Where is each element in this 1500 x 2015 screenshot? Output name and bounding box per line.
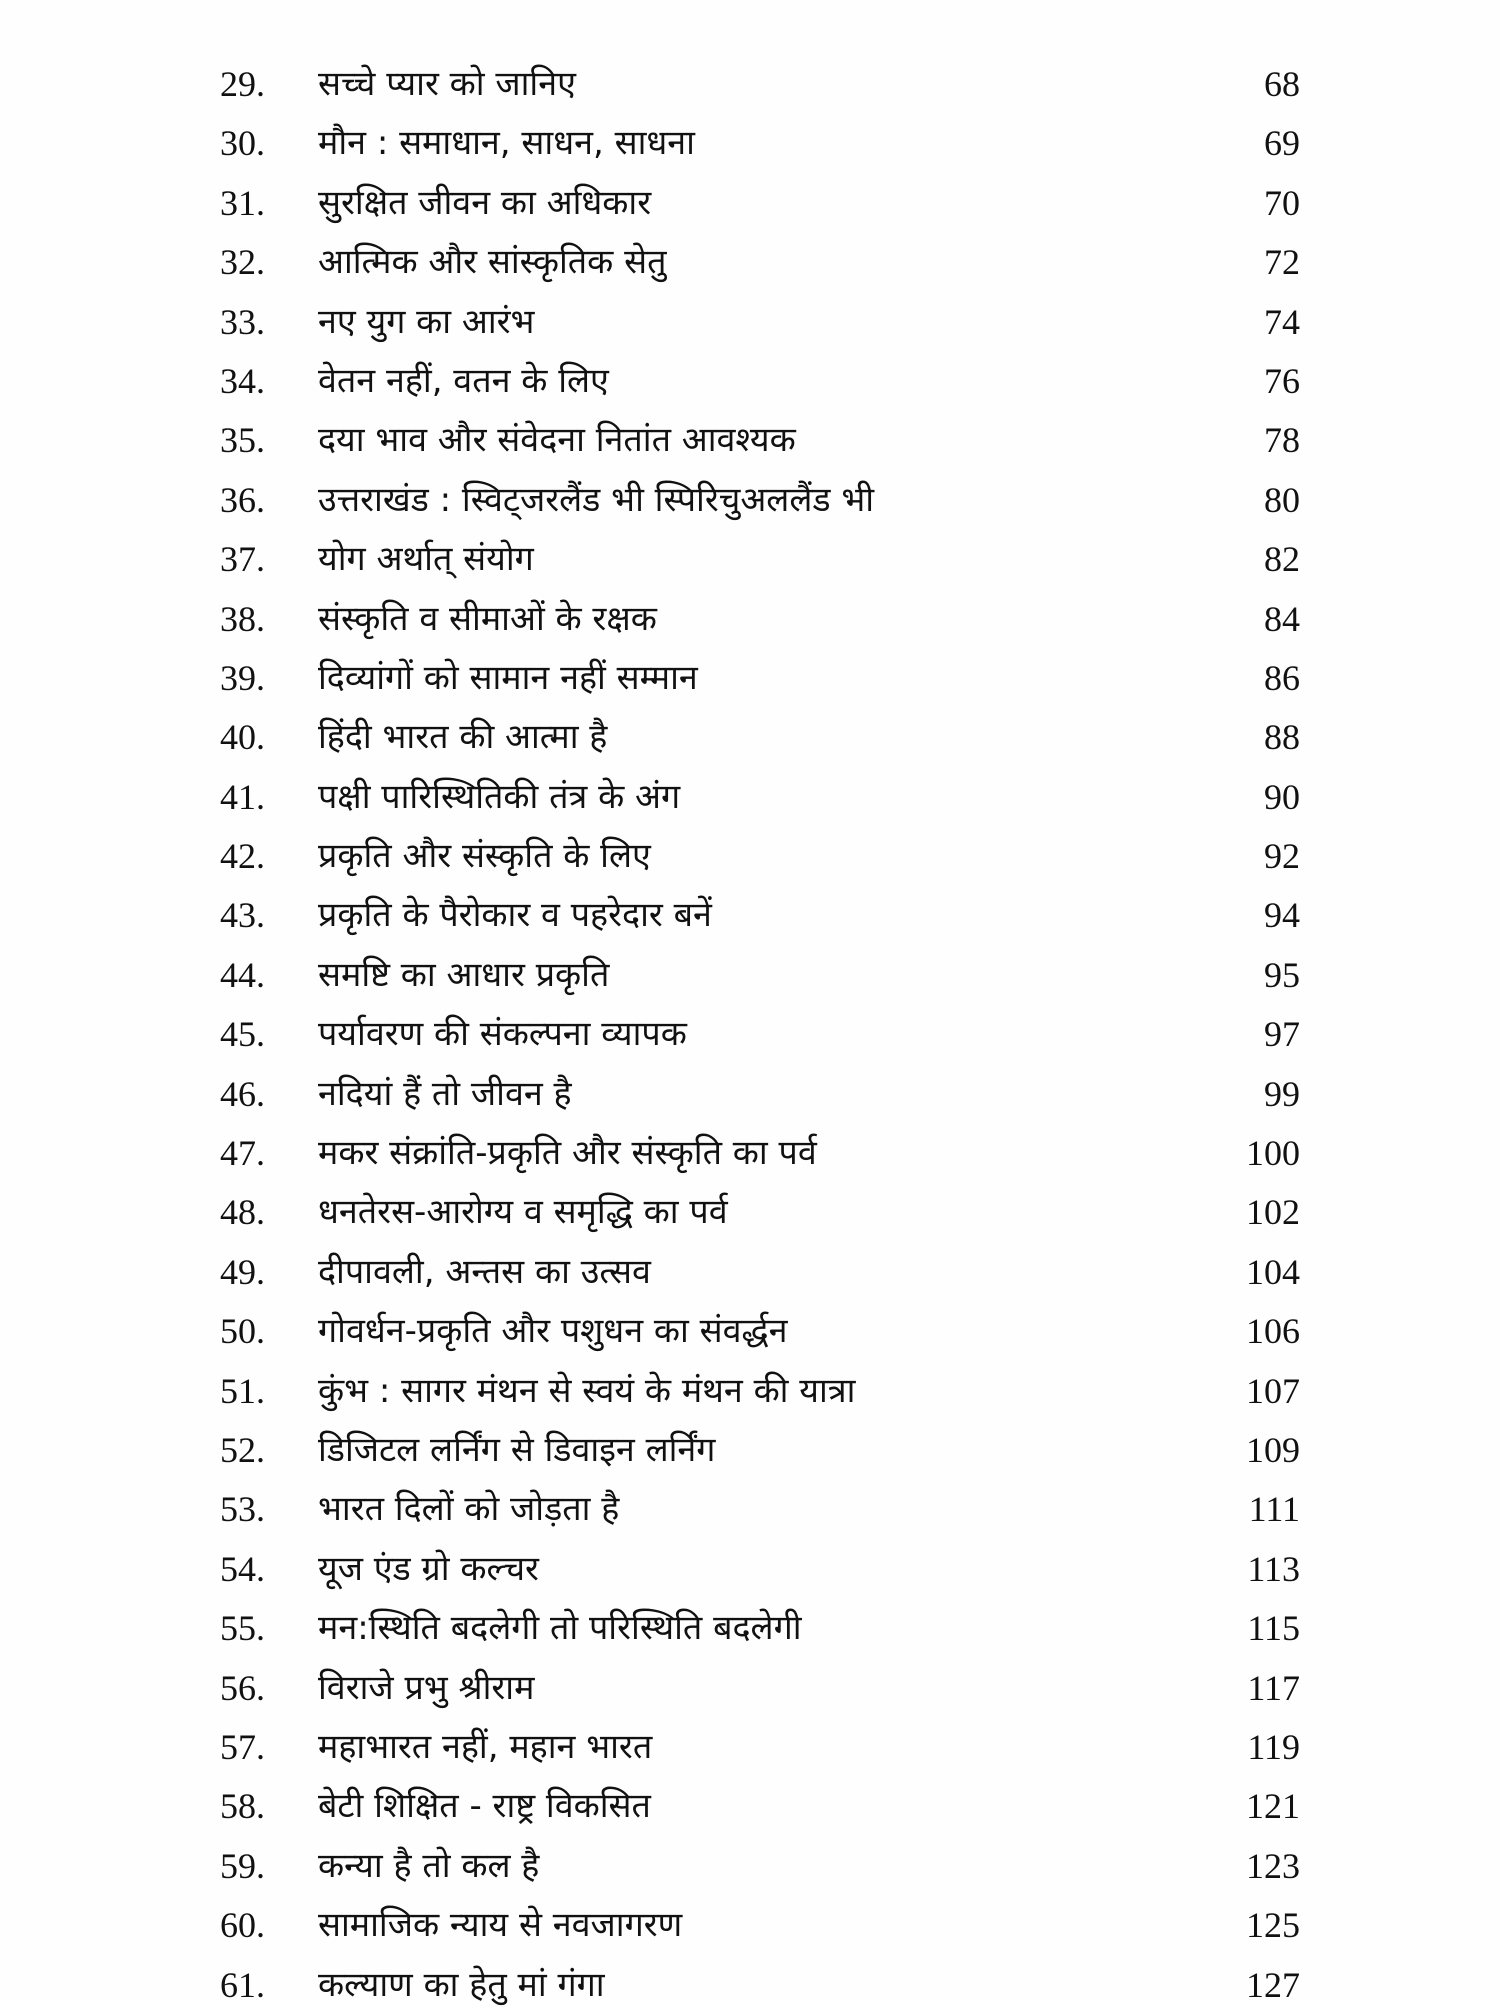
- toc-entry: [0, 1659, 1500, 1718]
- toc-entry-number: 53.: [220, 1489, 265, 1530]
- toc-entry-page-number: 76: [1264, 360, 1300, 401]
- toc-entry-number: 40.: [220, 717, 265, 758]
- toc-entry-page-number: 86: [1264, 657, 1300, 698]
- toc-entry-page-number: 69: [1264, 123, 1300, 164]
- toc-entry: [0, 1837, 1500, 1896]
- toc-entry-number: 61.: [220, 1964, 265, 2005]
- toc-entry: [0, 55, 1500, 114]
- toc-entry: [0, 352, 1500, 411]
- toc-entry-page-number: 70: [1264, 182, 1300, 223]
- toc-entry: [0, 649, 1500, 708]
- toc-entry-number: 29.: [220, 64, 265, 104]
- toc-entry: [0, 1362, 1500, 1421]
- toc-entry: [0, 293, 1500, 352]
- toc-entry: [0, 886, 1500, 945]
- toc-entry-page-number: 115: [1247, 1608, 1300, 1649]
- toc-entry: [0, 1956, 1500, 2015]
- toc-entry-page-number: 107: [1246, 1370, 1300, 1411]
- toc-entry-number: 38.: [220, 598, 265, 639]
- toc-entry-number: 34.: [220, 360, 265, 401]
- toc-entry-number: 50.: [220, 1311, 265, 1352]
- toc-entry-number: 44.: [220, 954, 265, 995]
- toc-entry-number: 46.: [220, 1073, 265, 1114]
- toc-entry-page-number: 78: [1264, 420, 1300, 461]
- toc-entry-number: 36.: [220, 479, 265, 520]
- toc-entry-number: 54.: [220, 1548, 265, 1589]
- toc-entry-page-number: 74: [1264, 301, 1300, 342]
- toc-entry: [0, 1183, 1500, 1242]
- toc-entry: [0, 827, 1500, 886]
- toc-entry-number: 48.: [220, 1192, 265, 1233]
- toc-entry-title: दीपावली, अन्तस का उत्सव: [318, 1251, 651, 1292]
- toc-entry-title: सुरक्षित जीवन का अधिकार: [318, 182, 652, 223]
- toc-entry: [0, 1540, 1500, 1599]
- toc-entry: [0, 1243, 1500, 1302]
- toc-entry: [0, 1480, 1500, 1539]
- toc-entry-number: 30.: [220, 123, 265, 164]
- toc-entry-page-number: 88: [1264, 717, 1300, 758]
- toc-entry-title: महाभारत नहीं, महान भारत: [318, 1726, 653, 1767]
- toc-entry: [0, 1005, 1500, 1064]
- toc-entry-number: 56.: [220, 1667, 265, 1708]
- toc-entry-number: 52.: [220, 1429, 265, 1470]
- toc-entry-page-number: 102: [1246, 1192, 1300, 1233]
- toc-entry-page-number: 72: [1264, 242, 1300, 283]
- toc-entry-title: बेटी शिक्षित - राष्ट्र विकसित: [318, 1786, 651, 1827]
- toc-entry-title: कुंभ : सागर मंथन से स्वयं के मंथन की यात्रा: [318, 1370, 856, 1411]
- toc-entry-page-number: 100: [1246, 1133, 1300, 1174]
- toc-entry-title: डिजिटल लर्निंग से डिवाइन लर्निंग: [318, 1429, 716, 1470]
- toc-entry: [0, 114, 1500, 173]
- toc-entry: [0, 233, 1500, 292]
- toc-entry: [0, 411, 1500, 470]
- toc-entry: [0, 1421, 1500, 1480]
- toc-entry: [0, 1302, 1500, 1361]
- toc-entry-title: पर्यावरण की संकल्पना व्यापक: [318, 1014, 687, 1055]
- toc-entry-page-number: 104: [1246, 1251, 1300, 1292]
- toc-entry-title: कल्याण का हेतु मां गंगा: [318, 1964, 605, 2005]
- toc-entry-page-number: 92: [1264, 836, 1300, 877]
- toc-entry-number: 33.: [220, 301, 265, 342]
- toc-entry-page-number: 95: [1264, 954, 1300, 995]
- toc-entry-number: 39.: [220, 657, 265, 698]
- toc-entry-title: नदियां हैं तो जीवन है: [318, 1073, 572, 1114]
- toc-entry-number: 42.: [220, 836, 265, 877]
- toc-entry-title: प्रकृति और संस्कृति के लिए: [318, 836, 651, 877]
- toc-entry-page-number: 121: [1246, 1786, 1300, 1827]
- toc-entry-page-number: 119: [1247, 1726, 1300, 1767]
- toc-entry: [0, 708, 1500, 767]
- toc-entry: [0, 1065, 1500, 1124]
- toc-entry-title: योग अर्थात् संयोग: [318, 539, 534, 580]
- toc-entry-title: पक्षी पारिस्थितिकी तंत्र के अंग: [318, 776, 681, 817]
- toc-entry-page-number: 68: [1264, 64, 1300, 104]
- toc-entry-page-number: 90: [1264, 776, 1300, 817]
- toc-entry-title: दिव्यांगों को सामान नहीं सम्मान: [318, 657, 698, 698]
- toc-entry-page-number: 127: [1246, 1964, 1300, 2005]
- toc-entry-page-number: 99: [1264, 1073, 1300, 1114]
- toc-entry-number: 57.: [220, 1726, 265, 1767]
- toc-entry-title: मौन : समाधान, साधन, साधना: [318, 123, 695, 164]
- toc-entry-title: मन:स्थिति बदलेगी तो परिस्थिति बदलेगी: [318, 1608, 802, 1649]
- toc-entry-title: यूज एंड ग्रो कल्चर: [318, 1548, 539, 1589]
- toc-entry-page-number: 113: [1247, 1548, 1300, 1589]
- toc-entry-number: 41.: [220, 776, 265, 817]
- toc-entry: [0, 590, 1500, 649]
- toc-entry: [0, 1896, 1500, 1955]
- toc-entry-page-number: 97: [1264, 1014, 1300, 1055]
- toc-entry-title: दया भाव और संवेदना नितांत आवश्यक: [318, 420, 796, 461]
- toc-entry-number: 35.: [220, 420, 265, 461]
- toc-entry-title: संस्कृति व सीमाओं के रक्षक: [318, 598, 657, 639]
- toc-entry: [0, 1777, 1500, 1836]
- toc-entry-page-number: 109: [1246, 1429, 1300, 1470]
- toc-entry: [0, 1124, 1500, 1183]
- toc-entry-title: धनतेरस-आरोग्य व समृद्धि का पर्व: [318, 1192, 728, 1233]
- toc-entry-number: 51.: [220, 1370, 265, 1411]
- toc-entry-page-number: 111: [1248, 1489, 1300, 1530]
- toc-entry-title: कन्या है तो कल है: [318, 1845, 540, 1886]
- toc-entry-number: 43.: [220, 895, 265, 936]
- toc-entry-page-number: 123: [1246, 1845, 1300, 1886]
- toc-entry-title: वेतन नहीं, वतन के लिए: [318, 360, 609, 401]
- toc-entry: [0, 1718, 1500, 1777]
- toc-entry: [0, 946, 1500, 1005]
- toc-entry-page-number: 125: [1246, 1905, 1300, 1946]
- toc-entry: [0, 768, 1500, 827]
- toc-entry-title: हिंदी भारत की आत्मा है: [318, 717, 608, 758]
- toc-entry-page-number: 94: [1264, 895, 1300, 936]
- toc-entry-title: मकर संक्रांति-प्रकृति और संस्कृति का पर्व: [318, 1133, 817, 1174]
- toc-entry-number: 47.: [220, 1133, 265, 1174]
- toc-entry: [0, 530, 1500, 589]
- toc-entry-number: 59.: [220, 1845, 265, 1886]
- toc-entry-number: 55.: [220, 1608, 265, 1649]
- toc-entry-title: विराजे प्रभु श्रीराम: [318, 1667, 535, 1708]
- toc-entry: [0, 1599, 1500, 1658]
- toc-entry-page-number: 84: [1264, 598, 1300, 639]
- toc-entry-title: सामाजिक न्याय से नवजागरण: [318, 1905, 683, 1946]
- toc-entry-title: समष्टि का आधार प्रकृति: [318, 954, 610, 995]
- toc-entry-number: 45.: [220, 1014, 265, 1055]
- toc-entry-number: 60.: [220, 1905, 265, 1946]
- toc-entry-title: गोवर्धन-प्रकृति और पशुधन का संवर्द्धन: [318, 1311, 788, 1352]
- toc-entry-title: सच्चे प्यार को जानिए: [318, 64, 576, 104]
- toc-entry-number: 58.: [220, 1786, 265, 1827]
- toc-entry-title: आत्मिक और सांस्कृतिक सेतु: [318, 242, 667, 283]
- toc-entry-number: 31.: [220, 182, 265, 223]
- table-of-contents: [0, 55, 1500, 2015]
- toc-entry-number: 49.: [220, 1251, 265, 1292]
- toc-entry-title: प्रकृति के पैरोकार व पहरेदार बनें: [318, 895, 712, 936]
- toc-entry: [0, 174, 1500, 233]
- toc-entry-page-number: 82: [1264, 539, 1300, 580]
- toc-entry-title: नए युग का आरंभ: [318, 301, 535, 342]
- toc-entry-page-number: 80: [1264, 479, 1300, 520]
- toc-entry-page-number: 106: [1246, 1311, 1300, 1352]
- toc-entry-number: 32.: [220, 242, 265, 283]
- toc-entry: [0, 471, 1500, 530]
- toc-entry-title: उत्तराखंड : स्विट्जरलैंड भी स्पिरिचुअललैंड भी: [318, 479, 875, 520]
- toc-entry-number: 37.: [220, 539, 265, 580]
- toc-entry-page-number: 117: [1247, 1667, 1300, 1708]
- toc-entry-title: भारत दिलों को जोड़ता है: [318, 1489, 620, 1530]
